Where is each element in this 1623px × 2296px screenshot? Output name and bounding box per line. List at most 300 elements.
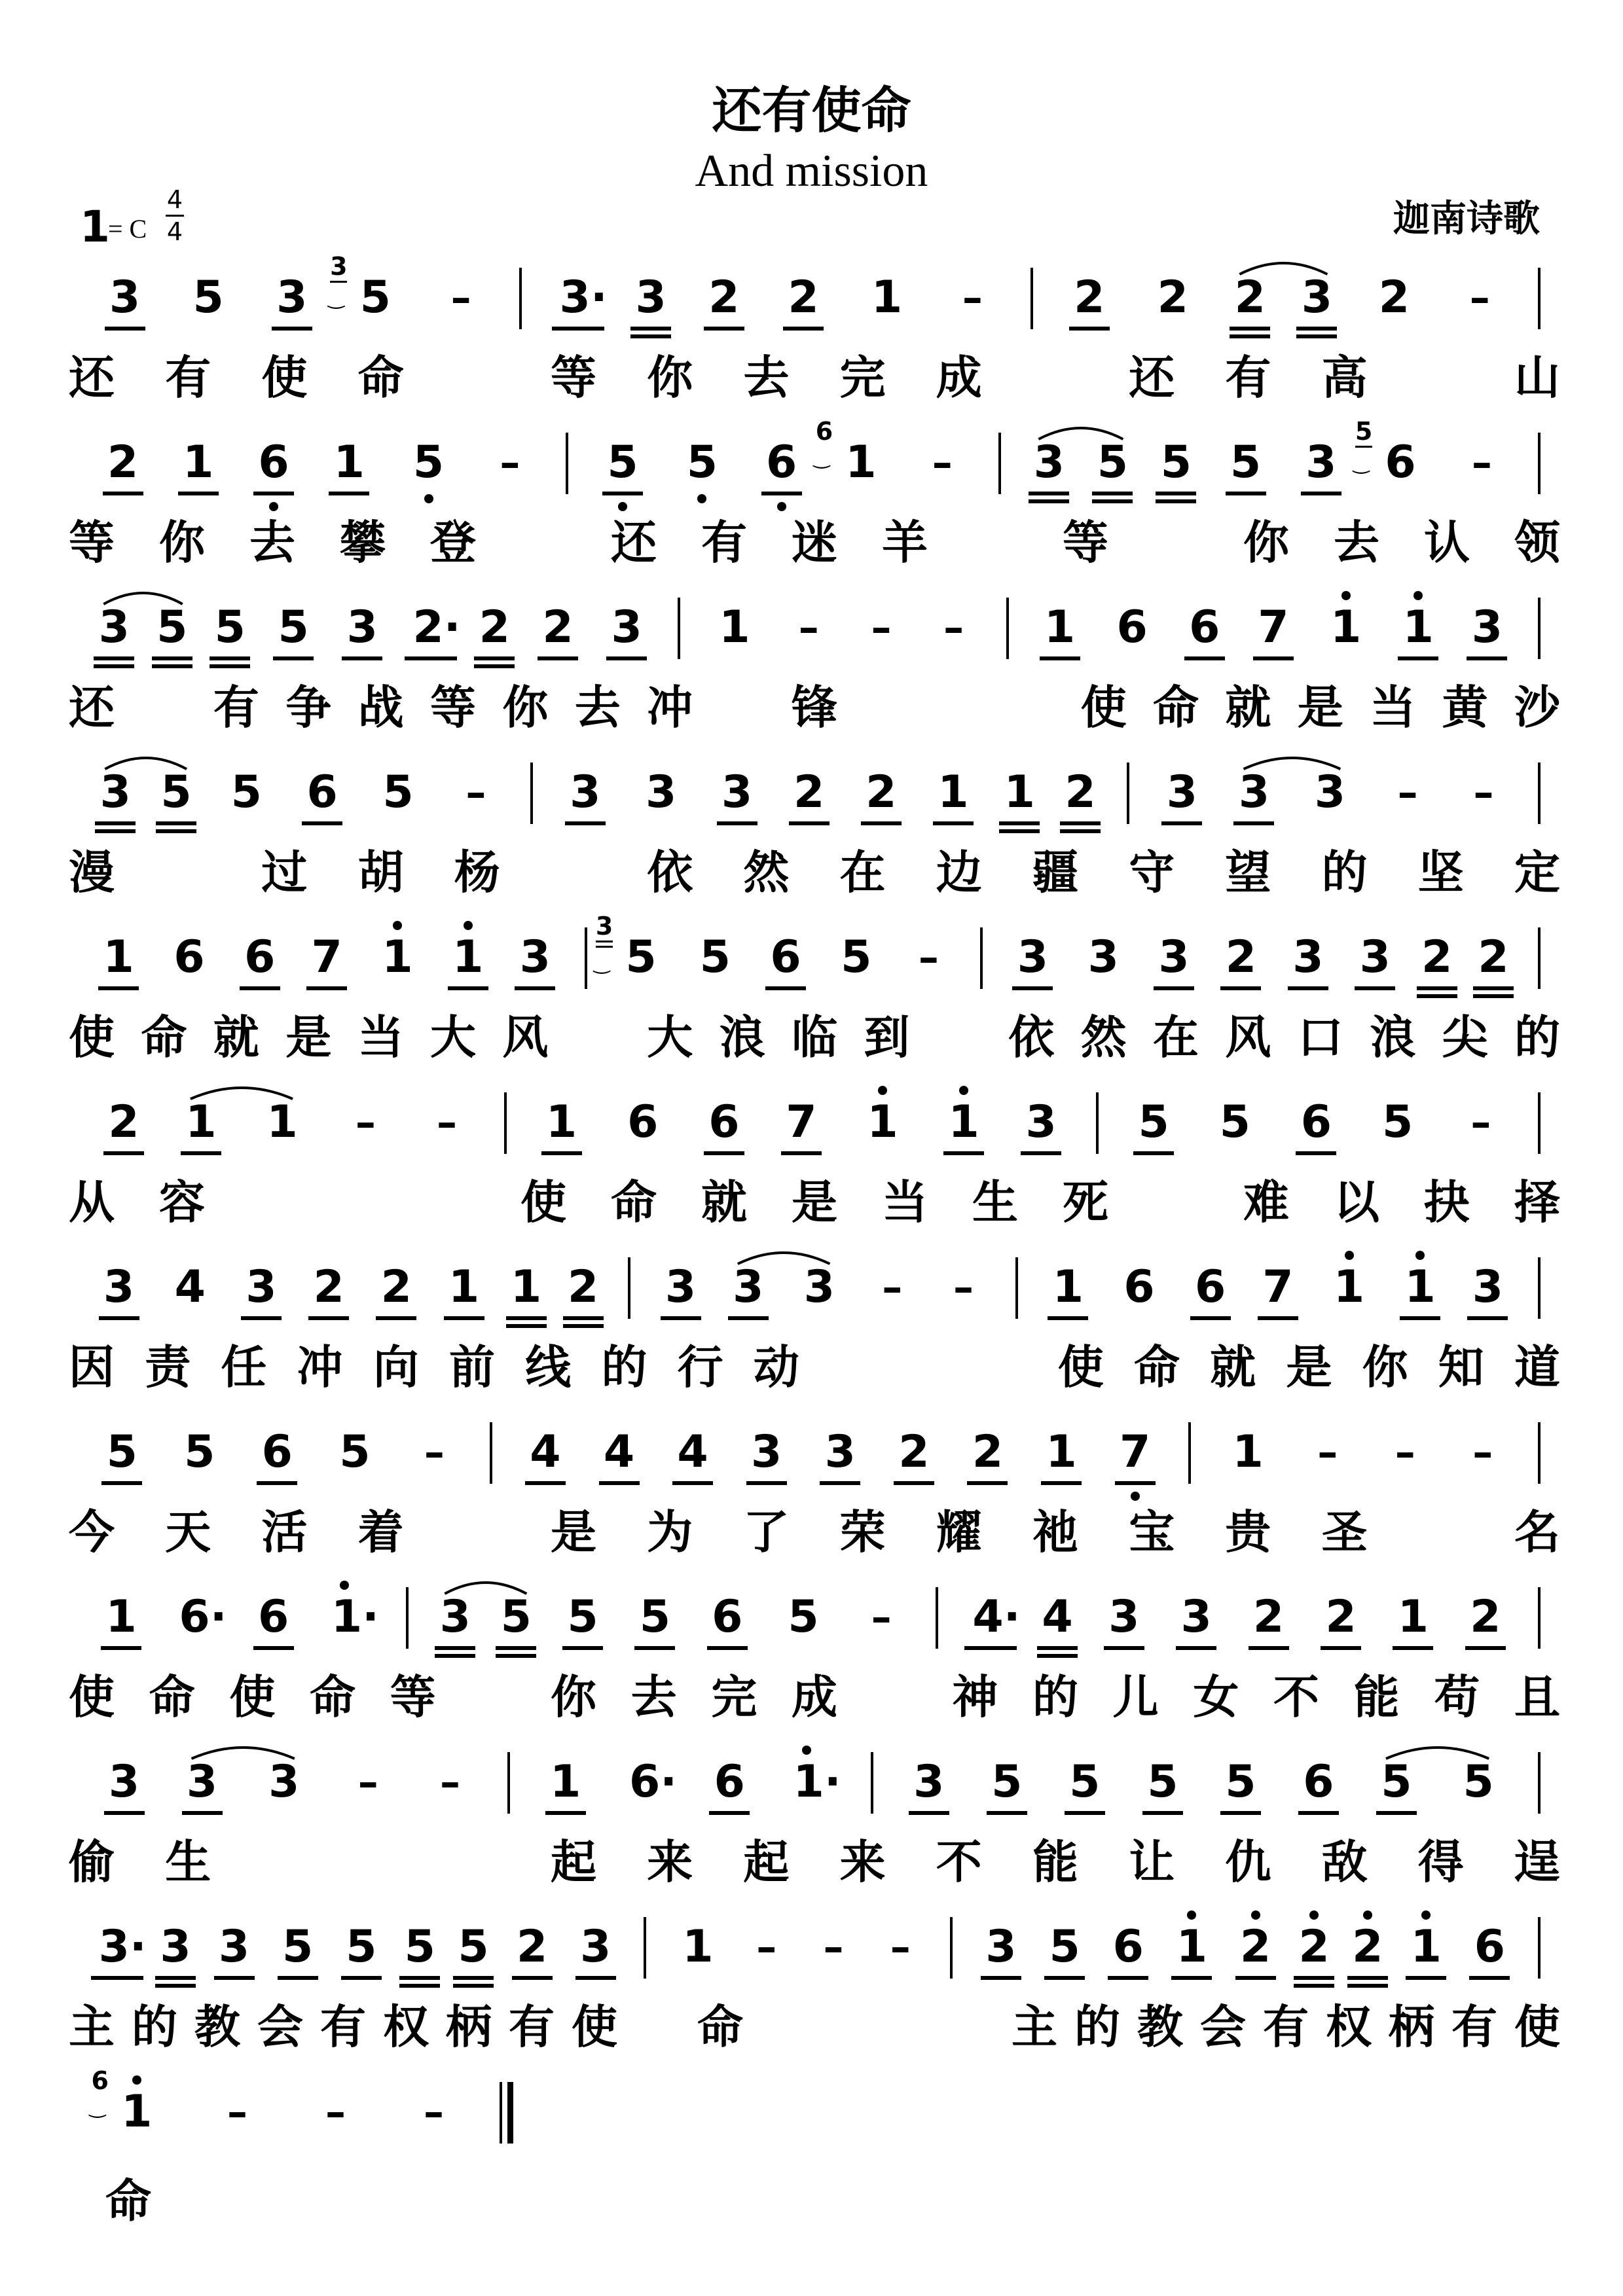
lyric-syllable: 成: [936, 351, 982, 404]
duration-underline: [538, 656, 578, 660]
lyric-syllable: 锋: [792, 681, 837, 734]
lyric-syllable: 守: [1129, 846, 1175, 899]
duration-underline: [552, 327, 604, 331]
lyric-syllable: 祂: [1032, 1505, 1078, 1559]
duration-underline: [1288, 986, 1328, 990]
duration-underline: [820, 1481, 860, 1485]
duration-underline: [1176, 1646, 1216, 1650]
lyric-syllable: 然: [1080, 1011, 1127, 1064]
note: 2: [380, 1261, 412, 1313]
note: 7: [1120, 1426, 1151, 1478]
grace-slur: ‿: [328, 287, 344, 310]
lyric-syllable: 你: [502, 681, 549, 734]
lyric-syllable: 有: [701, 516, 747, 569]
note: 3: [1359, 931, 1391, 983]
note: 1: [1052, 1261, 1084, 1313]
octave-down-dot: [618, 502, 627, 511]
lyric-syllable: 就: [1210, 1340, 1256, 1394]
note: 1: [1232, 1426, 1264, 1478]
lyric-syllable: 当: [1370, 681, 1416, 734]
lyric-syllable: 漫: [69, 846, 115, 899]
note-dash: –: [437, 1098, 458, 1146]
note-dash: –: [500, 439, 520, 486]
note: 1: [1176, 1921, 1208, 1973]
lyric-syllable: 大: [430, 1011, 476, 1064]
duration-underline: [474, 664, 515, 668]
barline: [1538, 1587, 1541, 1649]
lyric-syllable: 教: [194, 2000, 240, 2054]
duration-underline: [99, 1316, 139, 1320]
duration-underline: [1296, 327, 1337, 331]
key-signature-number: 1: [80, 202, 110, 252]
barline: [504, 1092, 507, 1154]
duration-underline: [94, 656, 134, 660]
duration-underline: [272, 327, 312, 331]
note: 1·: [793, 1756, 841, 1808]
lyric-syllable: 有: [509, 2000, 555, 2054]
lyric-syllable: 使: [229, 1670, 276, 1724]
note: 2: [1157, 272, 1188, 323]
duration-underline: [861, 821, 902, 825]
note: 2: [1074, 272, 1105, 323]
duration-underline: [717, 821, 757, 825]
note: 1: [948, 1096, 979, 1148]
lyric-syllable: 去: [1334, 516, 1379, 569]
duration-underline: [1048, 1316, 1088, 1320]
duration-underline: [181, 1151, 221, 1155]
note-dash: –: [440, 1758, 461, 1806]
note: 1: [1410, 1921, 1442, 1973]
octave-up-dot: [1363, 1910, 1372, 1920]
barline: [585, 927, 587, 989]
lyric-syllable: 了: [743, 1505, 790, 1559]
note: 2: [1378, 272, 1410, 323]
note: 2: [1470, 1591, 1501, 1643]
lyric-syllable: 难: [1243, 1175, 1289, 1229]
duration-underline: [1021, 1151, 1061, 1155]
lyric-syllable: 风: [1225, 1011, 1271, 1064]
lyric-syllable: 容: [159, 1175, 205, 1229]
note: 3: [824, 1426, 856, 1478]
duration-underline: [453, 1976, 494, 1980]
lyric-syllable: 有: [165, 351, 211, 404]
lyric-syllable: 然: [743, 846, 790, 899]
note: 1: [938, 766, 969, 818]
lyric-syllable: 疆: [1032, 846, 1078, 899]
note: 5: [1147, 1756, 1178, 1808]
duration-underline: [253, 1646, 294, 1650]
duration-underline: [435, 1654, 475, 1658]
lyric-syllable: 线: [525, 1340, 572, 1394]
grace-note: 3: [595, 912, 613, 941]
lyric-syllable: 行: [677, 1340, 723, 1394]
note: 2: [1298, 1921, 1330, 1973]
lyric-syllable: 等: [1063, 516, 1108, 569]
lyric-syllable: 沙: [1514, 681, 1560, 734]
octave-down-dot: [269, 502, 278, 511]
note: 3: [109, 272, 141, 323]
time-signature-top: 4: [166, 185, 183, 214]
note: 3: [98, 601, 130, 653]
barline: [1538, 927, 1541, 989]
lyric-syllable: 使: [69, 1011, 115, 1064]
note-dash: –: [953, 1263, 974, 1311]
duration-underline: [1156, 499, 1196, 503]
barline: [566, 433, 568, 494]
lyric-syllable: 是: [551, 1505, 596, 1559]
octave-up-dot: [340, 1581, 349, 1590]
duration-underline: [94, 664, 134, 668]
lyric-syllable: 的: [132, 2000, 177, 2054]
lyric-syllable: 荣: [839, 1505, 886, 1559]
duration-underline: [152, 656, 192, 660]
duration-underline: [1104, 1646, 1144, 1650]
note: 1: [1046, 1426, 1077, 1478]
note: 2: [107, 437, 139, 488]
lyric-syllable: 是: [285, 1011, 332, 1064]
lyric-syllable: 女: [1193, 1670, 1239, 1724]
lyric-syllable: 是: [1286, 1340, 1332, 1394]
note: 1: [510, 1261, 542, 1313]
note-dash: –: [943, 603, 964, 651]
lyric-syllable: 因: [69, 1340, 115, 1394]
lyric-syllable: 仇: [1225, 1835, 1271, 1889]
note: 5: [607, 437, 638, 488]
author-credit: 迦南诗歌: [1393, 198, 1540, 240]
note: 6: [258, 437, 289, 488]
lyric-syllable: 能: [1032, 1835, 1078, 1889]
note-dash: –: [450, 274, 471, 321]
note: 3: [1292, 931, 1324, 983]
lyric-syllable: 还: [69, 351, 115, 404]
duration-underline: [981, 1976, 1021, 1980]
duration-underline: [789, 821, 830, 825]
note: 1: [845, 437, 877, 488]
note: 6: [257, 1591, 289, 1643]
barline: [1538, 1422, 1541, 1484]
duration-underline: [435, 1646, 475, 1650]
note: 5: [1160, 437, 1192, 488]
duration-underline: [1294, 1984, 1334, 1988]
note: 2: [1225, 931, 1257, 983]
lyric-syllable: 择: [1514, 1175, 1560, 1229]
note: 3: [1017, 931, 1049, 983]
duration-underline: [1235, 1976, 1276, 1980]
duration-underline: [575, 1976, 616, 1980]
octave-up-dot: [393, 921, 402, 930]
duration-underline: [1115, 1481, 1156, 1485]
lyric-syllable: 不: [1273, 1670, 1319, 1724]
note: 2: [1421, 931, 1453, 983]
note: 3: [803, 1261, 835, 1313]
duration-underline: [306, 986, 347, 990]
duration-underline: [709, 1811, 750, 1815]
duration-underline: [178, 492, 219, 495]
note: 6: [1189, 601, 1220, 653]
duration-underline: [1041, 1481, 1082, 1485]
note: 5: [1463, 1756, 1494, 1808]
duration-underline: [1060, 821, 1101, 825]
duration-underline: [999, 821, 1040, 825]
lyric-syllable: 争: [285, 681, 332, 734]
duration-underline: [563, 1324, 604, 1328]
note: 6: [1123, 1261, 1155, 1313]
note: 1: [333, 437, 365, 488]
note: 4: [530, 1426, 561, 1478]
barline: [1030, 268, 1033, 329]
note: 6: [173, 931, 205, 983]
octave-up-dot: [1309, 1910, 1319, 1920]
grace-underline: [1355, 446, 1372, 448]
lyric-syllable: 使: [69, 1670, 115, 1724]
duration-underline: [1249, 1646, 1289, 1650]
duration-underline: [253, 492, 294, 495]
note: 6: [1474, 1921, 1506, 1973]
lyric-syllable: 浪: [719, 1011, 765, 1064]
note: 3: [268, 1756, 300, 1808]
note: 4: [677, 1426, 708, 1478]
note: 5: [359, 272, 391, 323]
duration-underline: [1230, 334, 1270, 338]
key-signature-pitch: = C: [108, 214, 147, 243]
note: 5: [567, 1591, 598, 1643]
barline: [998, 433, 1001, 494]
octave-up-dot: [1415, 1251, 1425, 1260]
duration-underline: [1029, 499, 1069, 503]
note: 1: [1404, 1261, 1436, 1313]
note: 3·: [559, 272, 608, 323]
duration-underline: [155, 1984, 196, 1988]
duration-underline: [1258, 1316, 1298, 1320]
grace-slur: ‿: [89, 2096, 105, 2119]
lyric-syllable: 的: [1321, 846, 1368, 899]
duration-underline: [1298, 1811, 1339, 1815]
lyric-syllable: 宝: [1129, 1505, 1175, 1559]
note: 5: [699, 931, 731, 983]
note: 3: [439, 1591, 471, 1643]
note: 3: [1180, 1591, 1212, 1643]
lyric-syllable: 命: [1153, 681, 1199, 734]
lyric-syllable: 今: [69, 1505, 115, 1559]
duration-underline: [240, 986, 280, 990]
duration-underline: [1065, 1811, 1105, 1815]
duration-underline: [1253, 656, 1294, 660]
duration-underline: [541, 1151, 582, 1155]
note: 3: [218, 1921, 250, 1973]
note: 3: [1108, 1591, 1140, 1643]
note: 5: [1381, 1756, 1412, 1808]
duration-underline: [672, 1481, 713, 1485]
duration-underline: [1161, 821, 1202, 825]
note: 2: [793, 766, 825, 818]
note: 3: [913, 1756, 945, 1808]
duration-underline: [1037, 1646, 1078, 1650]
duration-underline: [1190, 1316, 1231, 1320]
note: 5: [991, 1756, 1023, 1808]
lyric-syllable: 有: [1225, 351, 1271, 404]
note: 6: [1300, 1096, 1332, 1148]
duration-underline: [746, 1481, 787, 1485]
lyric-syllable: 你: [1362, 1340, 1408, 1394]
barline: [1006, 598, 1009, 659]
note: 2: [1252, 1591, 1285, 1643]
note: 6: [770, 931, 801, 983]
note: 5: [625, 931, 657, 983]
note: 1: [719, 601, 750, 653]
note: 6: [708, 1096, 740, 1148]
final-barline: [500, 2082, 502, 2144]
lyric-syllable: 去: [743, 351, 790, 404]
song-subtitle: And mission: [695, 146, 928, 196]
duration-underline: [1037, 1654, 1078, 1658]
lyric-syllable: 认: [1424, 516, 1470, 569]
barline: [628, 1257, 630, 1319]
lyric-syllable: 天: [165, 1505, 211, 1559]
note-dash: –: [1395, 1428, 1415, 1476]
lyric-syllable: 等: [430, 681, 476, 734]
lyric-syllable: 你: [551, 1670, 596, 1724]
duration-underline: [909, 1811, 949, 1815]
duration-underline: [630, 334, 671, 338]
duration-underline: [1108, 1976, 1148, 1980]
duration-underline: [987, 1811, 1027, 1815]
duration-underline: [103, 1151, 144, 1155]
lyric-syllable: 边: [936, 846, 982, 899]
note: 6: [244, 931, 276, 983]
lyric-syllable: 命: [141, 1011, 187, 1064]
note: 3: [246, 1261, 277, 1313]
lyric-syllable: 抉: [1424, 1175, 1470, 1229]
note: 2: [567, 1261, 599, 1313]
note: 3: [1301, 272, 1333, 323]
octave-up-dot: [1413, 591, 1423, 600]
note-dash: –: [325, 2088, 346, 2136]
note: 2: [1065, 766, 1096, 818]
octave-up-dot: [878, 1086, 887, 1095]
note: 6: [1116, 601, 1148, 653]
note: 7: [311, 931, 342, 983]
note: 3: [580, 1921, 611, 1973]
note: 1: [1333, 1261, 1365, 1313]
duration-underline: [964, 1646, 1017, 1650]
barline: [980, 927, 983, 989]
lyric-syllable: 道: [1514, 1340, 1560, 1394]
lyric-syllable: 生: [972, 1175, 1018, 1229]
lyric-syllable: 你: [1243, 516, 1289, 569]
note: 1: [867, 1096, 898, 1148]
note: 1: [1402, 601, 1434, 653]
grace-slur: ‿: [594, 952, 610, 975]
lyric-syllable: 使: [1080, 681, 1127, 734]
lyric-syllable: 杨: [454, 846, 500, 899]
lyric-syllable: 去: [574, 681, 621, 734]
grace-note: 3: [330, 252, 348, 281]
lyric-syllable: 你: [159, 516, 205, 569]
note-dash: –: [1472, 1428, 1493, 1476]
note: 5: [1049, 1921, 1080, 1973]
duration-underline: [599, 1481, 640, 1485]
note: 5: [788, 1591, 819, 1643]
duration-underline: [444, 1316, 484, 1320]
duration-underline: [565, 821, 606, 825]
note: 3: [1238, 766, 1270, 818]
note: 1: [682, 1921, 714, 1973]
note: 3: [160, 1921, 191, 1973]
duration-underline: [1069, 327, 1110, 331]
lyric-syllable: 权: [383, 2000, 429, 2054]
octave-up-dot: [132, 2075, 141, 2085]
lyric-syllable: 领: [1514, 516, 1560, 569]
lyric-syllable: 主: [69, 2000, 115, 2054]
duration-underline: [1142, 1811, 1183, 1815]
note: 3: [186, 1756, 218, 1808]
lyric-syllable: 就: [701, 1175, 747, 1229]
time-signature: [164, 185, 186, 247]
lyric-syllable: 起: [551, 1835, 596, 1889]
note-dash: –: [465, 768, 486, 816]
note: 6: [1112, 1921, 1144, 1973]
lyric-syllable: 命: [310, 1670, 356, 1724]
lyric-syllable: 起: [743, 1835, 790, 1889]
lyric-syllable: 敌: [1321, 1835, 1368, 1889]
lyric-syllable: 风: [502, 1011, 549, 1064]
note-dash: –: [1473, 768, 1494, 816]
lyric-syllable: 偷: [69, 1835, 115, 1889]
lyric-syllable: 黄: [1442, 681, 1488, 734]
note: 5: [339, 1426, 371, 1478]
note: 7: [1262, 1261, 1294, 1313]
lyric-syllable: 知: [1438, 1340, 1484, 1394]
note: 1: [550, 1756, 581, 1808]
note: 5: [1230, 437, 1262, 488]
lyric-syllable: 儿: [1112, 1670, 1159, 1724]
note-dash: –: [1317, 1428, 1338, 1476]
note: 1·: [331, 1591, 379, 1643]
duration-underline: [95, 829, 136, 833]
lyric-syllable: 圣: [1321, 1505, 1368, 1559]
lyric-syllable: 命: [697, 2000, 743, 2054]
lyric-syllable: 向: [373, 1340, 419, 1394]
duration-underline: [967, 1481, 1008, 1485]
duration-underline: [98, 986, 139, 990]
note-dash: –: [1397, 768, 1418, 816]
barline: [519, 268, 522, 329]
duration-underline: [1230, 327, 1270, 331]
duration-underline: [1296, 334, 1337, 338]
note: 5: [1381, 1096, 1413, 1148]
octave-down-dot: [1131, 1492, 1140, 1501]
lyric-syllable: 浪: [1370, 1011, 1416, 1064]
duration-underline: [399, 1984, 440, 1988]
note: 2: [708, 272, 740, 323]
note: 2: [479, 601, 510, 653]
lyric-syllable: 临: [792, 1011, 837, 1064]
barline: [871, 1752, 873, 1814]
barline: [1538, 762, 1541, 824]
lyric-syllable: 不: [936, 1835, 982, 1889]
lyric-syllable: 命: [105, 2174, 151, 2228]
duration-underline: [506, 1316, 547, 1320]
note: 6: [261, 1426, 293, 1478]
duration-underline: [376, 1316, 416, 1320]
lyric-syllable: 等: [390, 1670, 436, 1724]
lyric-syllable: 定: [1514, 846, 1560, 899]
duration-underline: [1467, 656, 1507, 660]
lyric-syllable: 会: [257, 2000, 303, 2054]
lyric-syllable: 活: [261, 1505, 308, 1559]
note: 3: [1033, 437, 1065, 488]
lyric-syllable: 山: [1514, 351, 1560, 404]
